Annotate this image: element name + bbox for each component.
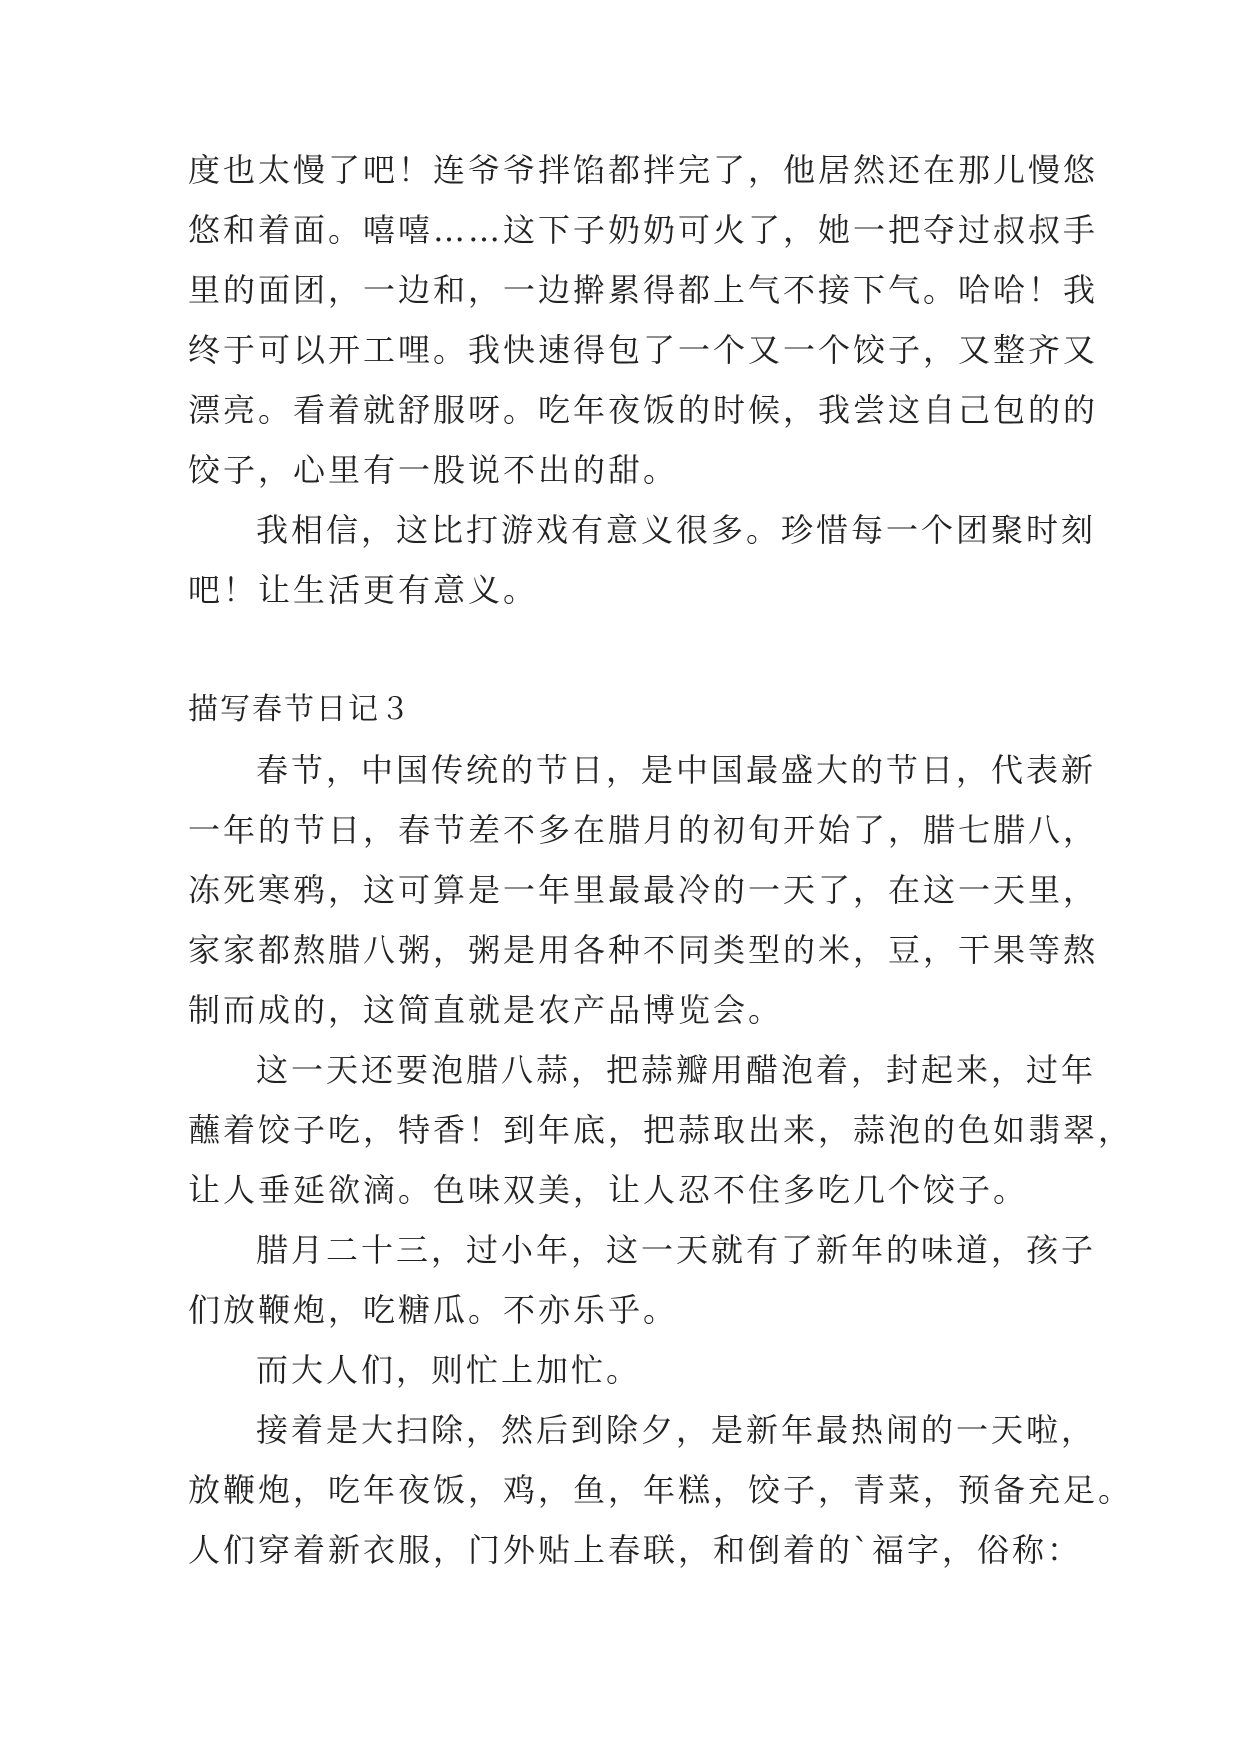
text-line: 度也太慢了吧！连爷爷拌馅都拌完了，他居然还在那儿慢悠 xyxy=(188,151,1099,189)
text-line: 吧！让生活更有意义。 xyxy=(188,571,539,609)
text-line: 里的面团，一边和，一边擀累得都上气不接下气。哈哈！我 xyxy=(188,271,1099,309)
text-line: 终于可以开工哩。我快速得包了一个又一个饺子，又整齐又 xyxy=(188,331,1099,369)
text-line: 放鞭炮，吃年夜饭，鸡，鱼，年糕，饺子，青菜，预备充足。 xyxy=(188,1471,1134,1509)
paragraph-first-line: 而大人们，则忙上加忙。 xyxy=(256,1351,642,1389)
text-line: 一年的节日，春节差不多在腊月的初旬开始了，腊七腊八， xyxy=(188,811,1099,849)
text-line: 制而成的，这简直就是农产品博览会。 xyxy=(188,991,784,1029)
paragraph-first-line: 我相信，这比打游戏有意义很多。珍惜每一个团聚时刻 xyxy=(256,511,1097,549)
text-line: 冻死寒鸦，这可算是一年里最最冷的一天了，在这一天里， xyxy=(188,871,1099,909)
text-line: 蘸着饺子吃，特香！到年底，把蒜取出来，蒜泡的色如翡翠， xyxy=(188,1111,1134,1149)
paragraph-first-line: 春节，中国传统的节日，是中国最盛大的节日，代表新 xyxy=(256,751,1097,789)
text-line: 们放鞭炮，吃糖瓜。不亦乐乎。 xyxy=(188,1291,679,1329)
text-line: 家家都熬腊八粥，粥是用各种不同类型的米，豆，干果等熬 xyxy=(188,931,1099,969)
section-heading: 描写春节日记３ xyxy=(188,692,412,727)
text-line: 让人垂延欲滴。色味双美，让人忍不住多吃几个饺子。 xyxy=(188,1171,1029,1209)
text-line: 饺子，心里有一股说不出的甜。 xyxy=(188,451,679,489)
text-line: 漂亮。看着就舒服呀。吃年夜饭的时候，我尝这自己包的的 xyxy=(188,391,1099,429)
paragraph-first-line: 这一天还要泡腊八蒜，把蒜瓣用醋泡着，封起来，过年 xyxy=(256,1051,1097,1089)
text-line: 人们穿着新衣服，门外贴上春联，和倒着的`福字，俗称： xyxy=(188,1531,1083,1569)
paragraph-first-line: 接着是大扫除，然后到除夕，是新年最热闹的一天啦， xyxy=(256,1411,1097,1449)
paragraph-first-line: 腊月二十三，过小年，这一天就有了新年的味道，孩子 xyxy=(256,1231,1097,1269)
text-line: 悠和着面。嘻嘻……这下子奶奶可火了，她一把夺过叔叔手 xyxy=(188,211,1099,249)
